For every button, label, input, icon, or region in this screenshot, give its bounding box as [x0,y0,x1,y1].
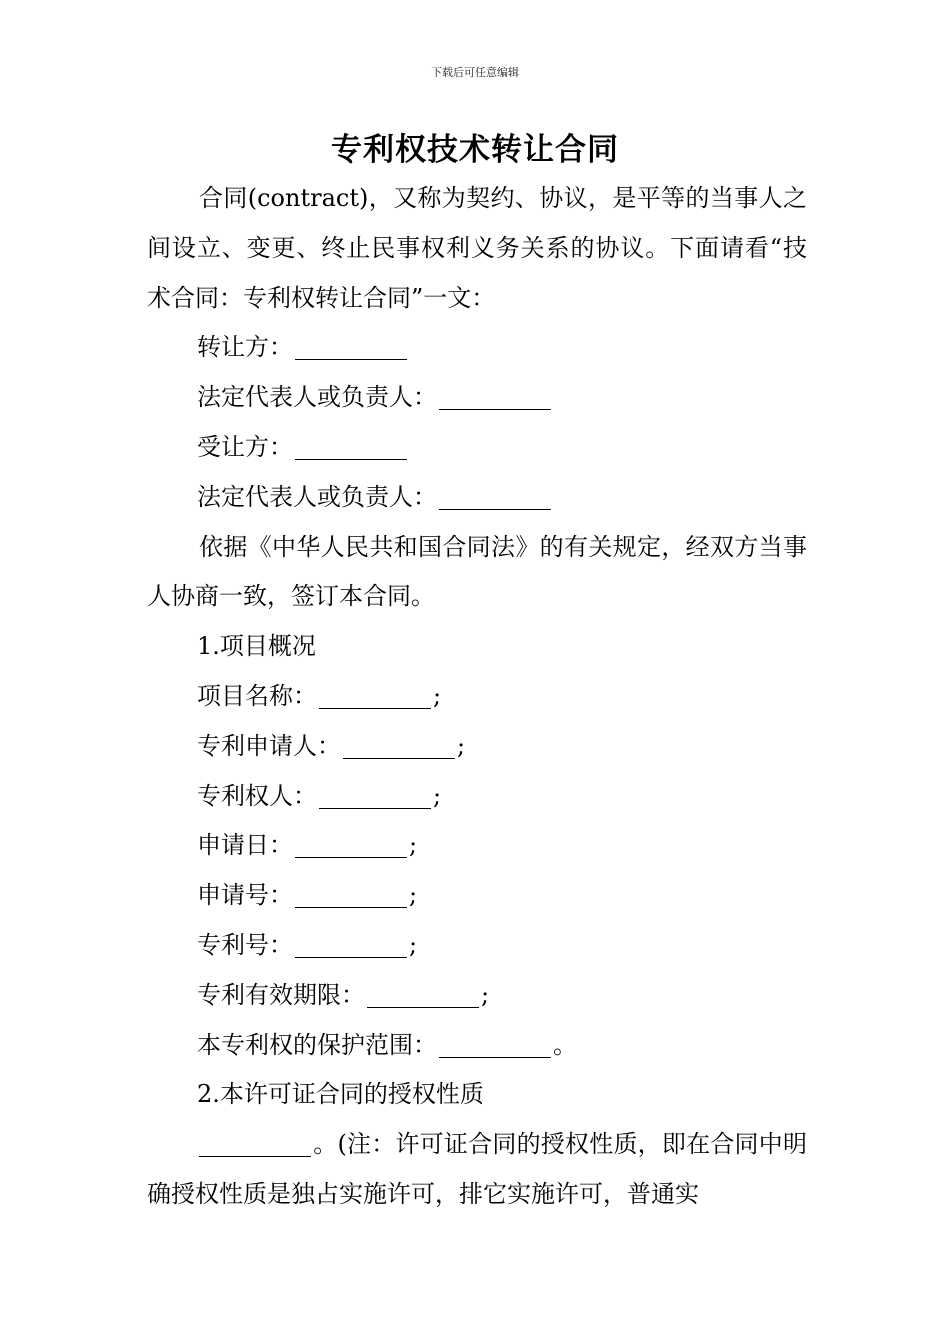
patent-number-label: 专利号： [197,930,293,959]
patentee-blank[interactable] [319,786,431,809]
transferee-blank[interactable] [295,437,407,460]
protection-scope-blank[interactable] [439,1035,551,1058]
intro-paragraph: 合同(contract)，又称为契约、协议，是平等的当事人之间设立、变更、终止民事权利义务关系的协议。下面请看“技术合同：专利权转让合同”一文： [147,184,807,312]
semicolon: ; [409,930,418,959]
transferor-rep-label: 法定代表人或负责人： [197,383,437,412]
semicolon: ; [433,681,442,710]
project-name-line [147,672,807,722]
patent-applicant-blank[interactable] [343,736,455,759]
section2-heading: 2.本许可证合同的授权性质 [197,1080,484,1109]
section1-heading: 1.项目概况 [197,632,316,661]
transferor-rep-line [147,373,807,423]
patent-applicant-line [147,722,807,772]
protection-scope-label: 本专利权的保护范围： [197,1030,437,1059]
patent-applicant-label: 专利申请人： [197,731,341,760]
authorization-nature-blank[interactable] [199,1134,311,1157]
project-name-label: 项目名称： [197,681,317,710]
semicolon: ; [433,781,442,810]
application-date-line [147,821,807,871]
section2-note-text: 。(注：许可证合同的授权性质，即在合同中明确授权性质是独占实施许可，排它实施许可，普通实 [147,1130,807,1208]
transferor-blank[interactable] [295,337,407,360]
header-note: 下载后可任意编辑 [431,66,519,79]
patent-number-blank[interactable] [295,935,407,958]
semicolon: ; [481,980,490,1009]
transferor-label: 转让方： [197,333,293,362]
protection-scope-line [147,1021,807,1071]
section2-note-paragraph [147,1120,807,1220]
project-name-blank[interactable] [319,686,431,709]
semicolon: ; [409,881,418,910]
transferee-line [147,423,807,473]
basis-paragraph: 依据《中华人民共和国合同法》的有关规定，经双方当事人协商一致，签订本合同。 [147,532,807,611]
semicolon: ; [409,831,418,860]
period: 。 [553,1030,577,1059]
patent-number-line [147,921,807,971]
application-number-label: 申请号： [197,881,293,910]
semicolon: ; [457,731,466,760]
application-date-label: 申请日： [197,831,293,860]
transferee-rep-label: 法定代表人或负责人： [197,482,437,511]
document-body [147,174,807,1220]
transferor-rep-blank[interactable] [439,387,551,410]
application-date-blank[interactable] [295,835,407,858]
transferee-label: 受让方： [197,432,293,461]
validity-period-line [147,971,807,1021]
validity-period-label: 专利有效期限： [197,980,365,1009]
application-number-blank[interactable] [295,885,407,908]
patentee-label: 专利权人： [197,781,317,810]
transferor-line [147,323,807,373]
transferee-rep-line [147,473,807,523]
application-number-line [147,871,807,921]
document-title: 专利权技术转让合同 [331,132,619,168]
transferee-rep-blank[interactable] [439,487,551,510]
patentee-line [147,772,807,822]
validity-period-blank[interactable] [367,985,479,1008]
